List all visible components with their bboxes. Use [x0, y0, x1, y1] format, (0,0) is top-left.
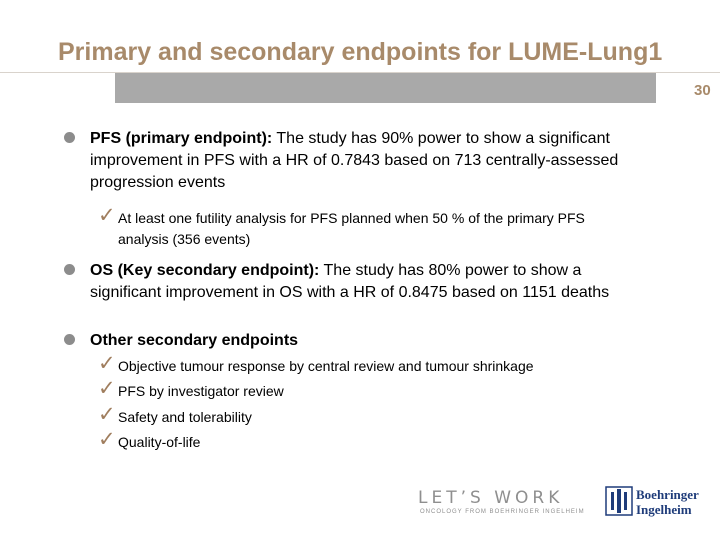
- checkmark-icon: ✓: [98, 402, 116, 426]
- boehringer-logo-icon: [605, 486, 633, 521]
- bullet-text: [90, 260, 650, 304]
- campaign-subtitle: ONCOLOGY FROM BOEHRINGER INGELHEIM: [420, 509, 585, 515]
- checkmark-icon: ✓: [98, 351, 116, 375]
- checkmark-icon: ✓: [98, 376, 116, 400]
- check-text: Objective tumour response by central review and tumour shrinkage: [118, 358, 534, 374]
- page-number: 30: [694, 82, 711, 99]
- company-name-line2: Ingelheim: [636, 502, 692, 517]
- check-text: PFS by investigator review: [118, 383, 284, 399]
- check-text: At least one futility analysis for PFS planned when 50 % of the primary PFS analysis (356 events): [118, 210, 585, 247]
- bullet-dot-icon: [64, 334, 75, 345]
- bullet-heading: OS (Key secondary endpoint):: [90, 262, 320, 279]
- header-bar: [115, 73, 656, 103]
- bullet-text: [90, 128, 650, 194]
- checkmark-icon: ✓: [98, 203, 116, 227]
- check-text: Quality-of-life: [118, 434, 201, 450]
- check-text: Safety and tolerability: [118, 409, 252, 425]
- bullet-heading: Other secondary endpoints: [90, 332, 299, 349]
- bullet-heading: PFS (primary endpoint):: [90, 130, 273, 147]
- bullet-dot-icon: [64, 132, 75, 143]
- slide-title: Primary and secondary endpoints for LUME-Lung1: [58, 38, 663, 66]
- campaign-logo: LET’S WORK: [418, 488, 564, 508]
- bullet-body: The study has 90% power to show a significant improvement in PFS with a HR of 0.7843 based on 713 centrally-assessed progression events: [90, 130, 619, 191]
- checkmark-icon: ✓: [98, 427, 116, 451]
- bullet-dot-icon: [64, 264, 75, 275]
- company-name-line1: Boehringer: [636, 487, 699, 502]
- bullet-text: [90, 330, 650, 352]
- company-name: [636, 487, 699, 517]
- bullet-body: The study has 80% power to show a significant improvement in OS with a HR of 0.8475 based on 1151 deaths: [90, 262, 610, 301]
